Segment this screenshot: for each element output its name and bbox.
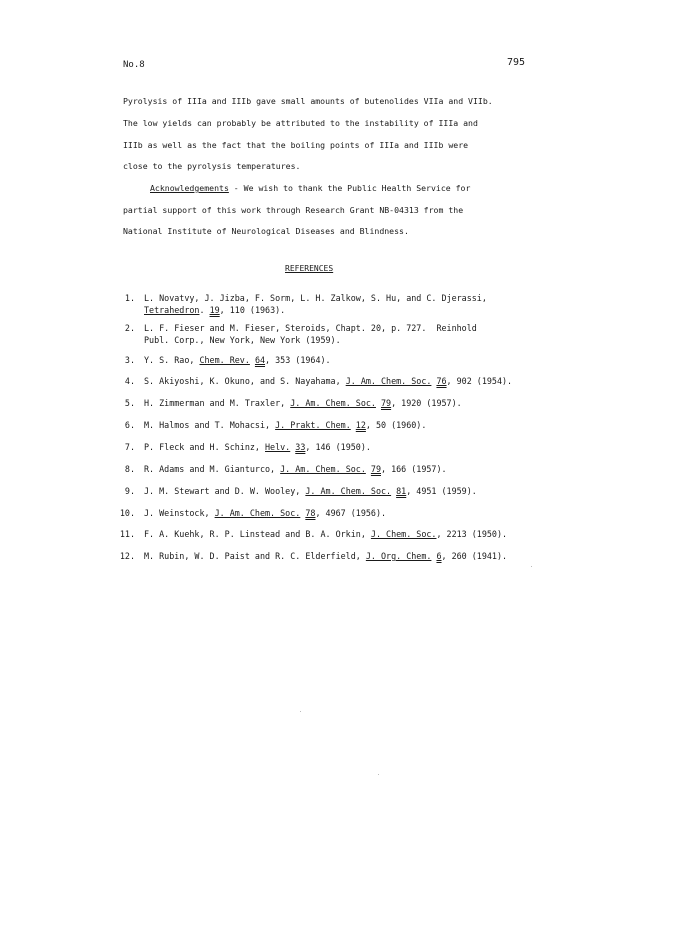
reference-number: 6. (124, 420, 135, 430)
reference-text: P. Fleck and H. Schinz, Helv. 33, 146 (1950). (144, 442, 371, 452)
reference-text: F. A. Kuehk, R. P. Linstead and B. A. Orkin, J. Chem. Soc., 2213 (1950). (144, 529, 508, 539)
volume-number: 33 (295, 442, 306, 452)
reference-number: 3. (124, 355, 135, 365)
journal-name: Tetrahedron (144, 305, 200, 315)
reference-number: 1. (124, 293, 135, 303)
reference-text: M. Rubin, W. D. Paist and R. C. Elderfield, J. Org. Chem. 6, 260 (1941). (144, 551, 508, 561)
volume-number: 12 (355, 420, 366, 430)
body-line: close to the pyrolysis temperatures. (123, 161, 301, 171)
volume-number: 78 (305, 508, 316, 518)
reference-text: S. Akiyoshi, K. Okuno, and S. Nayahama, J. Am. Chem. Soc. 76, 902 (1954). (144, 376, 513, 386)
reference-text: J. M. Stewart and D. W. Wooley, J. Am. Chem. Soc. 81, 4951 (1959). (144, 486, 477, 496)
volume-number: 79 (381, 398, 392, 408)
journal-name: J. Am. Chem. Soc. (214, 508, 301, 518)
reference-number: 12. (119, 551, 135, 561)
journal-name: J. Chem. Soc. (370, 529, 437, 539)
volume-number: 81 (396, 486, 407, 496)
journal-name: Chem. Rev. (199, 355, 250, 365)
volume-number: 79 (370, 464, 381, 474)
reference-text: H. Zimmerman and M. Traxler, J. Am. Chem. Soc. 79, 1920 (1957). (144, 398, 462, 408)
journal-name: J. Am. Chem. Soc. (280, 464, 366, 474)
volume-number: 6 (436, 551, 442, 561)
volume-number: 19 (209, 305, 220, 315)
acknowledgement-label: Acknowledgements (150, 183, 229, 193)
page-number: 795 (507, 57, 526, 68)
scan-speck (300, 711, 301, 712)
reference-number: 5. (124, 398, 135, 408)
scan-speck (378, 774, 379, 775)
scan-speck (531, 566, 532, 567)
reference-number: 4. (124, 376, 135, 386)
reference-number: 2. (124, 323, 135, 333)
reference-text: M. Halmos and T. Mohacsi, J. Prakt. Chem. 12, 50 (1960). (144, 420, 427, 430)
journal-name: J. Am. Chem. Soc. (345, 376, 432, 386)
reference-text: L. Novatvy, J. Jizba, F. Sorm, L. H. Zalkow, S. Hu, and C. Djerassi, (144, 293, 487, 303)
journal-name: J. Prakt. Chem. (275, 420, 351, 430)
body-line: The low yields can probably be attributed to the instability of IIIa and (123, 118, 478, 128)
reference-text: L. F. Fieser and M. Fieser, Steroids, Chapt. 20, p. 727. Reinhold (144, 323, 477, 333)
acknowledgement-text: - We wish to thank the Public Health Service for (228, 183, 471, 193)
reference-text: R. Adams and M. Gianturco, J. Am. Chem. Soc. 79, 166 (1957). (144, 464, 447, 474)
body-line: IIIb as well as the fact that the boiling points of IIIa and IIIb were (123, 140, 469, 150)
reference-text: Y. S. Rao, Chem. Rev. 64, 353 (1964). (144, 355, 331, 365)
acknowledgement-line: partial support of this work through Research Grant NB-04313 from the (123, 205, 464, 215)
acknowledgement-line (150, 183, 470, 193)
journal-name: J. Am. Chem. Soc. (305, 486, 392, 496)
journal-name: J. Am. Chem. Soc. (290, 398, 376, 408)
journal-name: Helv. (265, 442, 291, 452)
issue-number: No.8 (123, 60, 145, 70)
volume-number: 76 (436, 376, 447, 386)
reference-number: 11. (119, 529, 135, 539)
reference-number: 10. (119, 508, 135, 518)
body-line: Pyrolysis of IIIa and IIIb gave small amounts of butenolides VIIa and VIIb. (123, 96, 493, 106)
acknowledgement-line: National Institute of Neurological Diseases and Blindness. (123, 226, 409, 236)
volume-number: 64 (254, 355, 266, 365)
reference-text: Publ. Corp., New York, New York (1959). (144, 335, 341, 345)
references-heading: REFERENCES (285, 264, 334, 273)
journal-name: J. Org. Chem. (365, 551, 432, 561)
reference-number: 9. (124, 486, 135, 496)
reference-number: 8. (124, 464, 135, 474)
reference-text: Tetrahedron. 19, 110 (1963). (144, 305, 286, 315)
reference-text: J. Weinstock, J. Am. Chem. Soc. 78, 4967 (1956). (144, 508, 387, 518)
reference-number: 7. (124, 442, 135, 452)
